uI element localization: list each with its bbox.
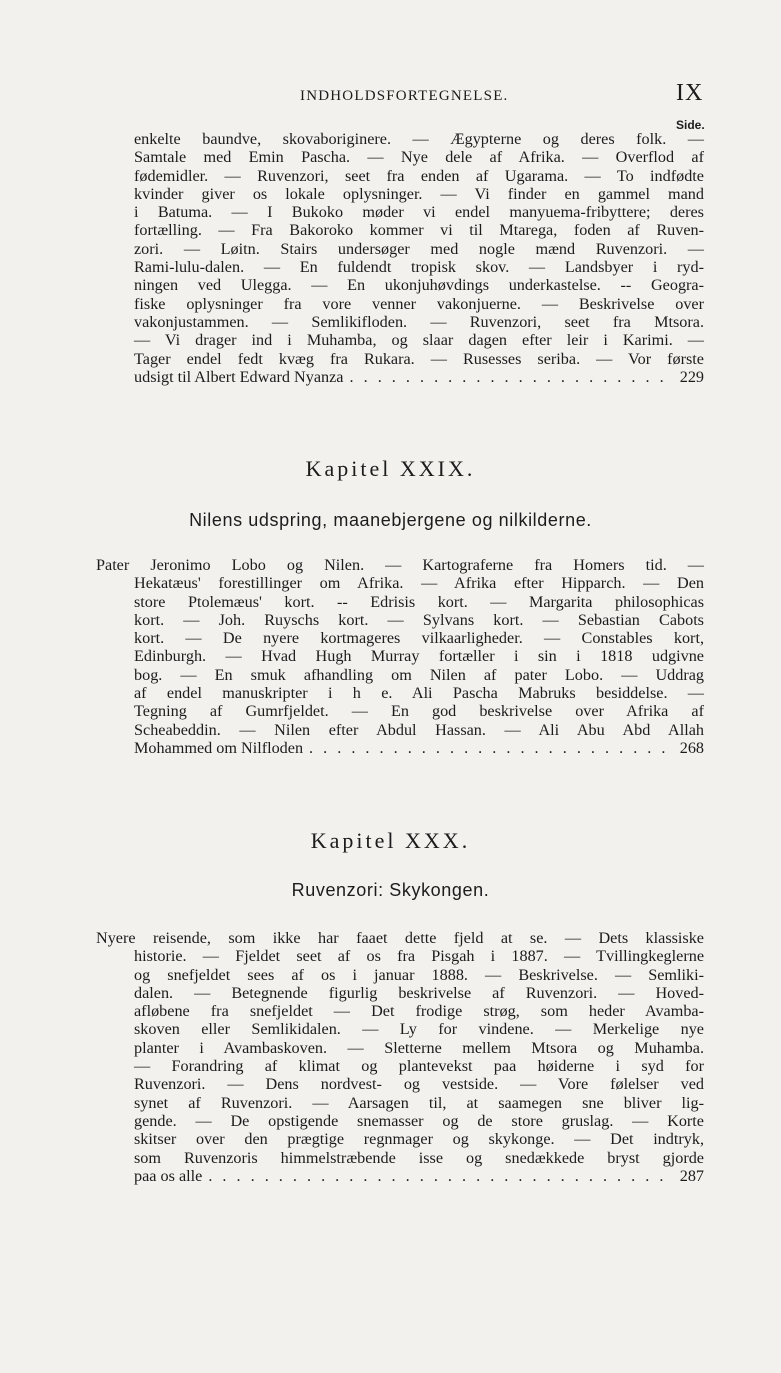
dot-leader: [350, 368, 674, 386]
toc-line: af endel manuskripter i h e. Ali Pascha Mabruks besiddelse. —: [134, 684, 704, 703]
toc-line: historie. — Fjeldet seet af os fra Pisgah i 1887. — Tvillingkeglerne: [134, 947, 704, 966]
chapter-heading-30: Kapitel XXX.: [310, 828, 471, 853]
toc-line: bog. — En smuk afhandling om Nilen af pater Lobo. — Uddrag: [134, 665, 704, 684]
toc-line: gende. — De opstigende snemasser og de store gruslag. — Korte: [134, 1111, 704, 1130]
toc-line: vakonjustammen. — Semlikifloden. — Ruvenzori, seet fra Mtsora.: [134, 312, 704, 331]
toc-line: store Ptolemæus' kort. -- Edrisis kort. — Margarita philosophicas: [134, 592, 704, 611]
toc-line: synet af Ruvenzori. — Aarsagen til, at saamegen sne bliver lig-: [134, 1093, 704, 1112]
toc-line: kvinder giver os lokale oplysninger. — Vi finder en gammel mand: [134, 184, 704, 203]
toc-line-text: udsigt til Albert Edward Nyanza: [134, 367, 344, 386]
chapter-heading-29: Kapitel XXIX.: [305, 456, 476, 481]
toc-entry-chapter-30: [96, 929, 704, 1185]
toc-line: og snefjeldet sees af os i januar 1888. — Beskrivelse. — Semliki-: [134, 965, 704, 984]
toc-line-text: Mohammed om Nilfloden: [134, 738, 304, 757]
toc-line: — Forandring af klimat og plantevekst paa høiderne i syd for: [134, 1057, 704, 1076]
toc-line: Pater Jeronimo Lobo og Nilen. — Kartograferne fra Homers tid. —: [96, 556, 704, 574]
toc-line: Edinburgh. — Hvad Hugh Murray fortæller i sin i 1818 udgivne: [134, 647, 704, 666]
toc-line: Nyere reisende, som ikke har faaet dette fjeld at se. — Dets klassiske: [96, 929, 704, 947]
toc-line: enkelte baundve, skovaboriginere. — Ægypterne og deres folk. —: [134, 130, 704, 148]
dot-leader: [309, 739, 674, 757]
toc-line: fiske oplysninger fra vore venner vakonjuerne. — Beskrivelse over: [134, 294, 704, 313]
toc-line: kort. — Joh. Ruyschs kort. — Sylvans kort. — Sebastian Cabots: [134, 610, 704, 629]
toc-line: Scheabeddin. — Nilen efter Abdul Hassan. — Ali Abu Abd Allah: [134, 720, 704, 739]
chapter-title-30: Ruvenzori: Skykongen.: [291, 880, 490, 900]
toc-line: Hekatæus' forestillinger om Afrika. — Afrika efter Hipparch. — Den: [134, 574, 704, 593]
toc-line: fødemidler. — Ruvenzori, seet fra enden af Ugarama. — To indfødte: [134, 166, 704, 185]
toc-line-with-page: [96, 739, 704, 757]
side-column-label: Side.: [676, 118, 705, 132]
toc-line: dalen. — Betegnende figurlig beskrivelse af Ruvenzori. — Hoved-: [134, 983, 704, 1002]
toc-line: som Ruvenzoris himmelstræbende isse og snedækkede bryst gjorde: [134, 1148, 704, 1167]
chapter-title-29: Nilens udspring, maanebjergene og nilkilderne.: [189, 510, 592, 530]
toc-line: i Batuma. — I Bukoko møder vi endel manyuema-fribyttere; deres: [134, 203, 704, 222]
dot-leader: [208, 1167, 673, 1185]
toc-line: planter i Avambaskoven. — Sletterne mellem Mtsora og Muhamba.: [134, 1038, 704, 1057]
running-header: INDHOLDSFORTEGNELSE.: [300, 88, 509, 104]
page-number: 287: [679, 1166, 704, 1185]
toc-line: Samtale med Emin Pascha. — Nye dele af Afrika. — Overflod af: [134, 148, 704, 167]
toc-line: Ruvenzori. — Dens nordvest- og vestside. — Vore følelser ved: [134, 1075, 704, 1094]
toc-line-with-page: [96, 368, 704, 386]
toc-line: Tegning af Gumrfjeldet. — En god beskrivelse over Afrika af: [134, 702, 704, 721]
page-number-roman: IX: [676, 80, 704, 106]
toc-line: zori. — Løitn. Stairs undersøger med nogle mænd Ruvenzori. —: [134, 239, 704, 258]
toc-line: ningen ved Ulegga. — En ukonjuhøvdings underkastelse. -- Geogra-: [134, 276, 704, 295]
toc-line: afløbene fra snefjeldet — Det frodige strøg, som heder Avamba-: [134, 1002, 704, 1021]
page-number: 268: [679, 738, 704, 757]
toc-line: Tager endel fedt kvæg fra Rukara. — Rusesses seriba. — Vor første: [134, 349, 704, 368]
toc-line: kort. — De nyere kortmageres vilkaarligheder. — Constables kort,: [134, 629, 704, 648]
toc-line-with-page: [96, 1167, 704, 1185]
page-number: 229: [679, 367, 704, 386]
toc-line: skoven eller Semlikidalen. — Ly for vindene. — Merkelige nye: [134, 1020, 704, 1039]
toc-entry-chapter-29: [96, 556, 704, 757]
toc-line: fortælling. — Fra Bakoroko kommer vi til Mtarega, foden af Ruven-: [134, 221, 704, 240]
toc-line: — Vi drager ind i Muhamba, og slaar dagen efter leir i Karimi. —: [134, 331, 704, 350]
toc-entry-previous: [96, 130, 704, 386]
toc-line-text: paa os alle: [134, 1166, 203, 1185]
toc-line: Rami-lulu-dalen. — En fuldendt tropisk skov. — Landsbyer i ryd-: [134, 258, 704, 277]
toc-line: skitser over den prægtige regnmager og skykonge. — Det indtryk,: [134, 1130, 704, 1149]
